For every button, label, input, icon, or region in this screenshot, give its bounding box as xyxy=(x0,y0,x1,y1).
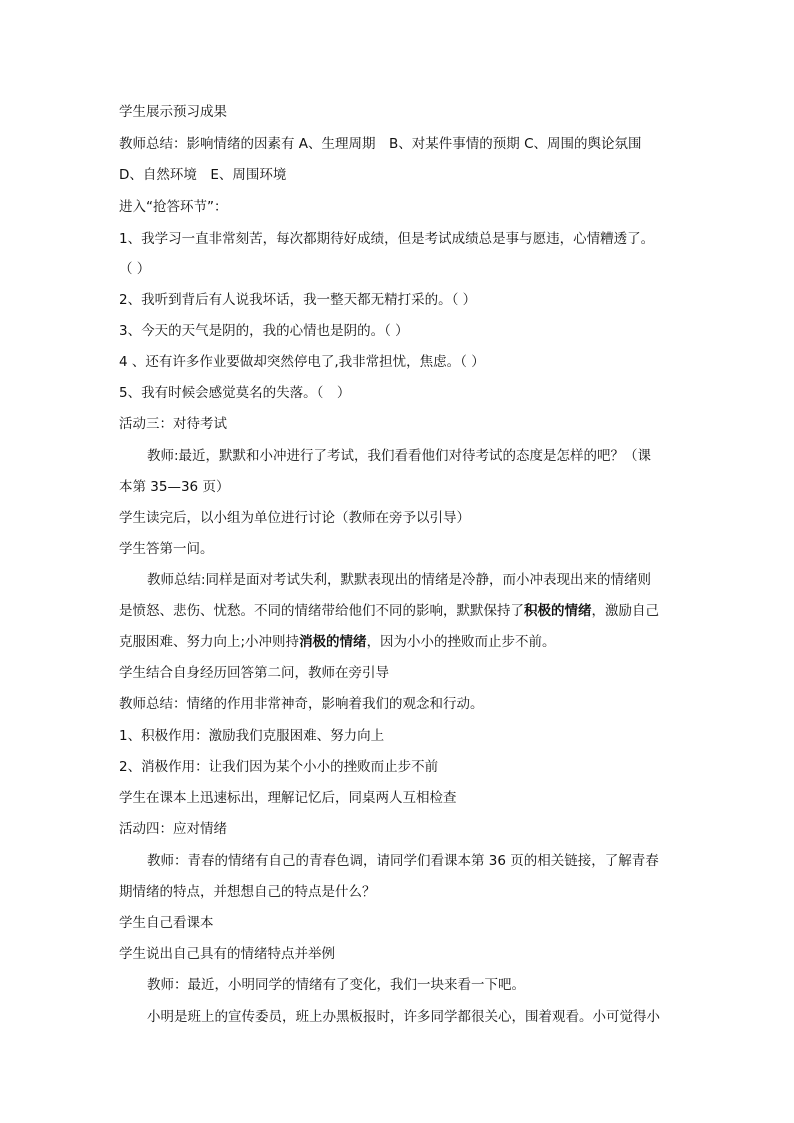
text-line xyxy=(119,632,679,652)
text-line: 学生说出自己具有的情绪特点并举例 xyxy=(119,946,335,962)
text-line: 学生答第一问。 xyxy=(119,541,214,557)
section-heading: 活动三：对待考试 xyxy=(119,416,227,432)
bold-term: 消极的情绪 xyxy=(299,634,367,650)
text-line: 教师总结：影响情绪的因素有 A、生理周期 B、对某件事情的预期 C、周围的舆论氛围 xyxy=(119,136,642,152)
text-line: 学生展示预习成果 xyxy=(119,104,227,120)
text-segment: 是愤怒、悲伤、忧愁。不同的情绪带给他们不同的影响，默默保持了 xyxy=(119,603,524,619)
text-line: 小明是班上的宣传委员，班上办黑板报时，许多同学都很关心，围着观看。小可觉得小 xyxy=(147,1009,660,1025)
text-line: 学生读完后，以小组为单位进行讨论（教师在旁予以引导） xyxy=(119,510,470,526)
text-line: 教师:最近，默默和小冲进行了考试，我们看看他们对待考试的态度是怎样的吧？（课 xyxy=(147,448,652,464)
text-line: 4 、还有许多作业要做却突然停电了,我非常担忧，焦虑。（ ） xyxy=(119,354,485,370)
text-line: 教师总结:同样是面对考试失利，默默表现出的情绪是冷静，而小冲表现出来的情绪则 xyxy=(147,572,652,588)
text-line: 本第 35—36 页） xyxy=(119,479,230,495)
text-line: 学生在课本上迅速标出，理解记忆后，同桌两人互相检查 xyxy=(119,790,457,806)
text-line: 教师：最近，小明同学的情绪有了变化，我们一块来看一下吧。 xyxy=(147,977,525,993)
text-line: 3、今天的天气是阴的，我的心情也是阴的。（ ） xyxy=(119,323,409,339)
text-line: 5、我有时候会感觉莫名的失落。（ ） xyxy=(119,385,351,401)
text-segment: 克服困难、努力向上;小冲则持 xyxy=(119,634,300,650)
text-segment: ，因为小小的挫败而止步不前。 xyxy=(366,634,556,650)
text-line: 2、我听到背后有人说我坏话，我一整天都无精打采的。（ ） xyxy=(119,292,477,308)
text-line: 1、我学习一直非常刻苦，每次都期待好成绩，但是考试成绩总是事与愿违，心情糟透了。 xyxy=(119,231,655,247)
text-line: 教师：青春的情绪有自己的青春色调，请同学们看课本第 36 页的相关链接，了解青春 xyxy=(147,853,659,869)
text-line: D、自然环境 E、周围环境 xyxy=(119,167,287,183)
bold-term: 积极的情绪 xyxy=(524,603,592,619)
text-line: 进入“抢答环节”： xyxy=(119,199,228,215)
text-line: 期情绪的特点，并想想自己的特点是什么？ xyxy=(119,884,376,900)
text-segment: ，激励自己 xyxy=(591,603,659,619)
section-heading: 活动四：应对情绪 xyxy=(119,821,227,837)
text-line: 1、积极作用：激励我们克服困难、努力向上 xyxy=(119,728,385,744)
text-line: （ ） xyxy=(119,261,151,277)
text-line: 教师总结：情绪的作用非常神奇，影响着我们的观念和行动。 xyxy=(119,696,484,712)
text-line xyxy=(119,601,679,621)
text-line: 2、消极作用：让我们因为某个小小的挫败而止步不前 xyxy=(119,759,439,775)
text-line: 学生自己看课本 xyxy=(119,915,214,931)
text-line: 学生结合自身经历回答第二问，教师在旁引导 xyxy=(119,665,389,681)
